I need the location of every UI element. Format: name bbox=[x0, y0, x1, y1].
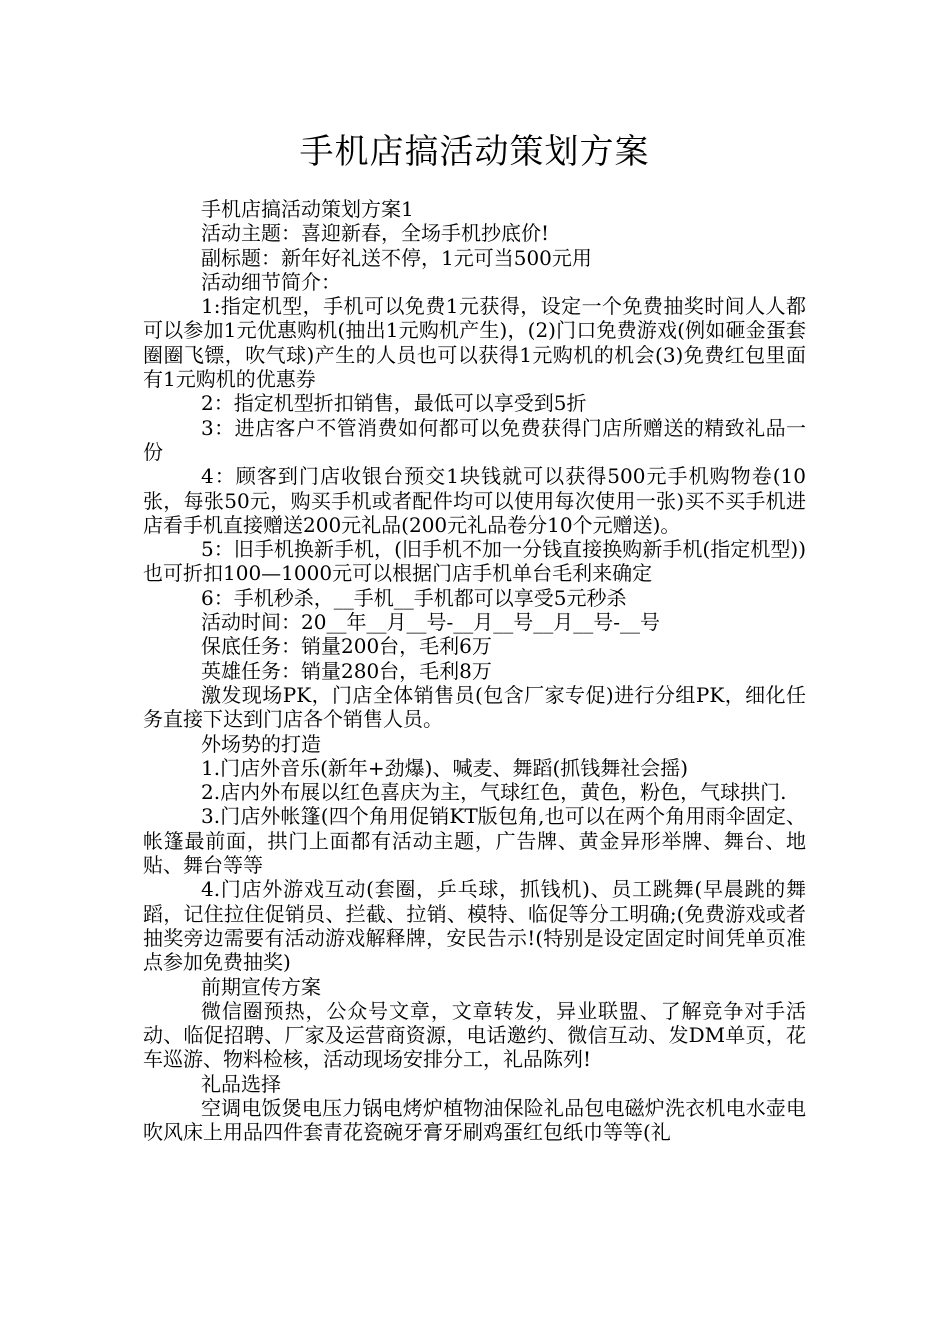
paragraph: 副标题：新年好礼送不停，1元可当500元用 bbox=[201, 245, 592, 270]
paragraph: 5：旧手机换新手机，(旧手机不加一分钱直接换购新手机(指定机型))也可折扣100—1000元可以根据门店手机单台毛利来确定 bbox=[143, 537, 806, 586]
paragraph: 3.门店外帐篷(四个角用促销KT版包角,也可以在两个角用雨伞固定、帐篷最前面，拱门上面都有活动主题，广告牌、黄金异形举牌、舞台、地贴、舞台等等 bbox=[143, 804, 806, 878]
paragraph: 2：指定机型折扣销售，最低可以享受到5折 bbox=[201, 391, 587, 416]
paragraph: 1.门店外音乐(新年+劲爆)、喊麦、舞蹈(抓钱舞社会摇) bbox=[201, 755, 689, 780]
section-heading: 礼品选择 bbox=[201, 1071, 281, 1096]
paragraph: 4：顾客到门店收银台预交1块钱就可以获得500元手机购物卷(10张，每张50元，购买手机或者配件均可以使用每次使用一张)买不买手机进店看手机直接赠送200元礼品(200元礼品卷分10个元赠送)。 bbox=[143, 464, 806, 537]
paragraph: 3：进店客户不管消费如何都可以免费获得门店所赠送的精致礼品一份 bbox=[143, 415, 806, 464]
paragraph: 1:指定机型，手机可以免费1元获得，设定一个免费抽奖时间人人都可以参加1元优惠购机(抽出1元购机产生)，(2)门口免费游戏(例如砸金蛋套圈圈飞镖，吹气球)产生的人员也可以获得1元购机的机会(3)免费红包里面有1元购机的优惠券 bbox=[143, 294, 806, 392]
paragraph: 空调电饭煲电压力锅电烤炉植物油保险礼品包电磁炉洗衣机电水壶电吹风床上用品四件套青花瓷碗牙膏牙刷鸡蛋红包纸巾等等(礼 bbox=[143, 1095, 806, 1145]
paragraph: 手机店搞活动策划方案1 bbox=[201, 197, 414, 221]
paragraph: 6：手机秒杀，__手机__手机都可以享受5元秒杀 bbox=[201, 585, 627, 610]
paragraph: 4.门店外游戏互动(套圈，乒乓球，抓钱机)、员工跳舞(早晨跳的舞蹈，记住拉住促销员、拦截、拉销、模特、临促等分工明确;(免费游戏或者抽奖旁边需要有活动游戏解释牌，安民告示!(特别是设定固定时间凭单页准点参加免费抽奖) bbox=[143, 877, 806, 975]
paragraph: 微信圈预热，公众号文章，文章转发，异业联盟、了解竞争对手活动、临促招聘、厂家及运营商资源，电话邀约、微信互动、发DM单页，花车巡游、物料检核，活动现场安排分工，礼品陈列! bbox=[143, 998, 806, 1072]
section-heading: 外场势的打造 bbox=[201, 731, 321, 756]
paragraph: 2.店内外布展以红色喜庆为主，气球红色，黄色，粉色，气球拱门. bbox=[201, 780, 787, 805]
paragraph: 激发现场PK，门店全体销售员(包含厂家专促)进行分组PK，细化任务直接下达到门店各个销售人员。 bbox=[143, 682, 806, 732]
section-heading: 前期宣传方案 bbox=[201, 974, 321, 999]
paragraph: 活动时间：20__年__月__号-__月__号__月__号-__号 bbox=[201, 610, 660, 635]
document-body bbox=[143, 197, 806, 1145]
paragraph: 保底任务：销量200台，毛利6万 bbox=[201, 634, 492, 659]
document-title: 手机店搞活动策划方案 bbox=[299, 132, 650, 172]
paragraph: 活动细节简介： bbox=[201, 269, 341, 294]
paragraph: 英雄任务：销量280台，毛利8万 bbox=[201, 658, 492, 683]
paragraph: 活动主题：喜迎新春，全场手机抄底价! bbox=[201, 221, 550, 246]
